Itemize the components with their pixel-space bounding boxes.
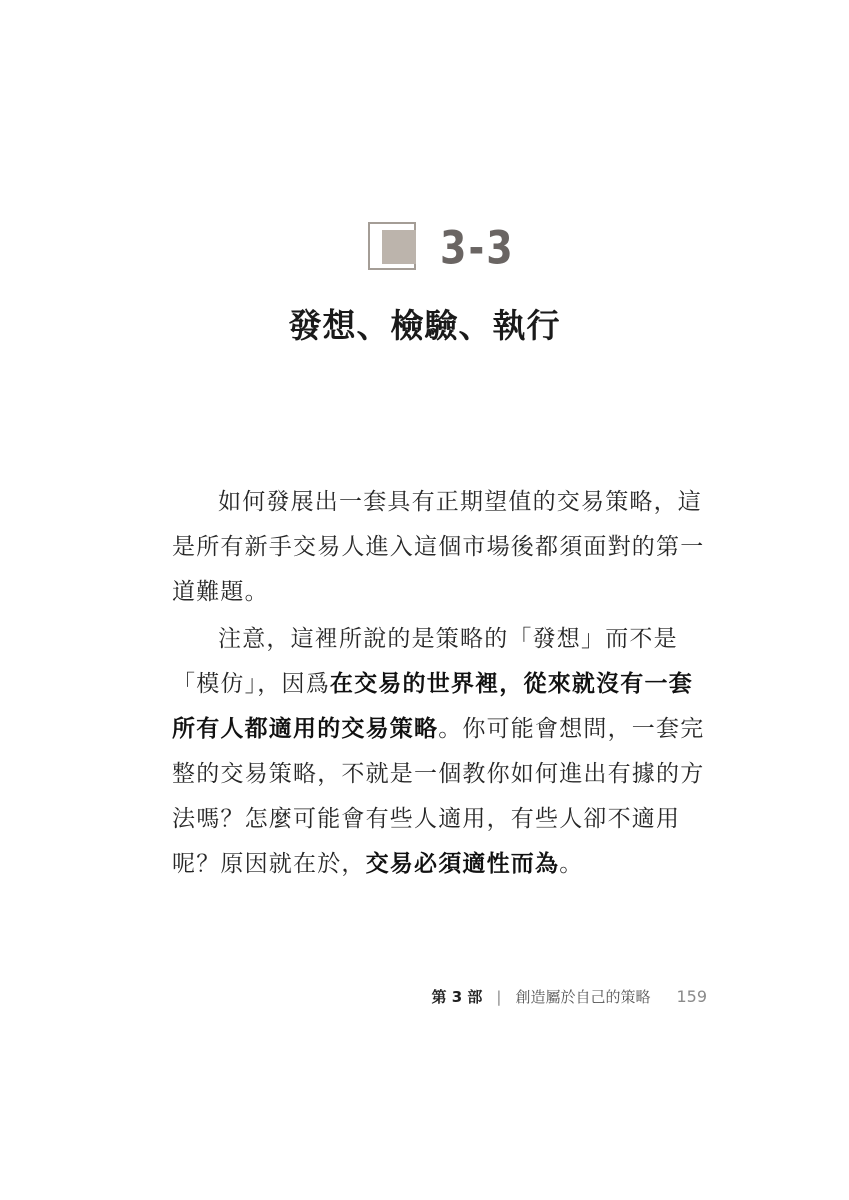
- paragraph: [172, 617, 712, 887]
- emphasis-text: 在交易的世界裡，從來就沒有一套所有人都適用的交易策略: [172, 671, 693, 742]
- paragraph: [172, 480, 712, 615]
- body-text: [172, 480, 712, 889]
- text-run: 注意，這裡所說的是策略的「發想」而不是「模仿」，因爲: [172, 626, 678, 697]
- running-footer: [431, 986, 707, 1007]
- section-square-icon: [368, 222, 420, 274]
- emphasis-text: 交易必須適性而為: [365, 851, 560, 877]
- part-label: 第 3 部: [431, 988, 483, 1006]
- text-run: 。你可能會想問，一套完整的交易策略，不就是一個教你如何進出有據的方法嗎？怎麼可能會有些人適用，有些人卻不適用呢？原因就在於，: [172, 716, 705, 877]
- part-title: 創造屬於自己的策略: [515, 988, 651, 1006]
- page-number: 159: [676, 987, 707, 1006]
- section-badge: [368, 222, 515, 274]
- badge-fill: [382, 230, 416, 264]
- chapter-title: 發想、檢驗、執行: [288, 306, 561, 345]
- text-run: 。: [559, 851, 584, 877]
- section-number: 3-3: [440, 221, 515, 275]
- footer-separator: |: [496, 987, 502, 1006]
- text-run: 如何發展出一套具有正期望值的交易策略，這是所有新手交易人進入這個市場後都須面對的第一道難題。: [172, 489, 705, 605]
